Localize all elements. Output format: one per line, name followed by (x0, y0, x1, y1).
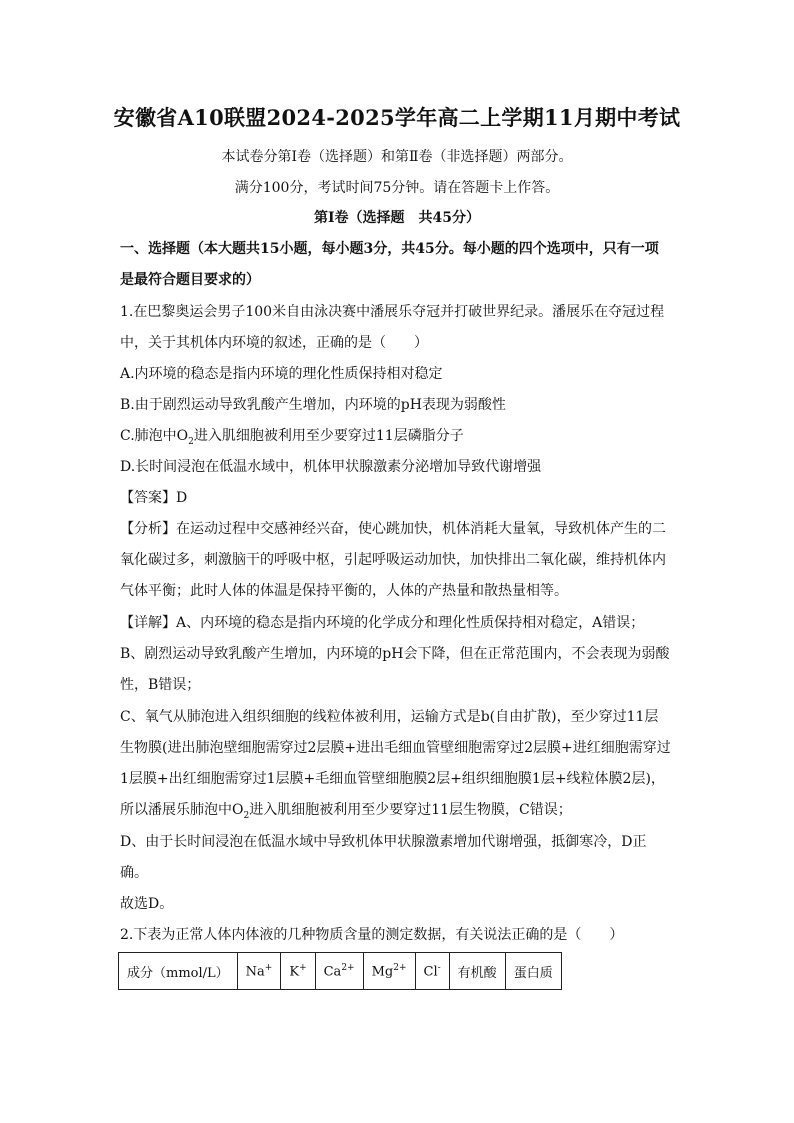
exam-title: 安徽省A10联盟2024-2025学年高二上学期11月期中考试 (113, 105, 681, 130)
table-header-component: 成分（mmol/L） (119, 953, 238, 990)
q1-option-b: B.由于剧烈运动导致乳酸产生增加，内环境的pH表现为弱酸性 (120, 397, 506, 413)
table-header-na: Na+ (237, 953, 281, 990)
q1-detail-line-6: 1层膜+出红细胞需穿过1层膜+毛细血管壁细胞膜2层+组织细胞膜1层+线粒体膜2层)， (120, 771, 665, 787)
q1-detail-line-7: 所以潘展乐肺泡中$O_2$进入肌细胞被利用至少要穿过11层生物膜，C错误； (120, 802, 572, 821)
q1-detail-line-8: D、由于长时间浸泡在低温水域中导致机体甲状腺激素增加代谢增强，抵御寒冷，D正 (120, 834, 647, 850)
q1-detail-line-2: B、剧烈运动导致乳酸产生增加，内环境的pH会下降，但在正常范围内，不会表现为弱酸 (120, 646, 670, 662)
table-header-protein: 蛋白质 (505, 953, 561, 990)
q1-conclusion: 故选D。 (120, 896, 174, 912)
q1-stem-line-1: 1.在巴黎奥运会男子100米自由泳决赛中潘展乐夺冠并打破世界纪录。潘展乐在夺冠过程 (120, 304, 665, 320)
exam-intro-1: 本试卷分第Ⅰ卷（选择题）和第Ⅱ卷（非选择题）两部分。 (221, 149, 573, 165)
q1-analysis-line-1: 【分析】在运动过程中交感神经兴奋，使心跳加快，机体消耗大量氧，导致机体产生的二 (120, 521, 666, 537)
q1-option-a: A.内环境的稳态是指内环境的理化性质保持相对稳定 (120, 366, 443, 382)
q1-detail-line-5: 生物膜(进出肺泡壁细胞需穿过2层膜+进出毛细血管壁细胞需穿过2层膜+进红细胞需穿过 (120, 740, 671, 756)
q1-analysis-line-3: 气体平衡；此时人体的体温是保持平衡的，人体的产热量和散热量相等。 (120, 583, 568, 599)
q1-stem-line-2: 中，关于其机体内环境的叙述，正确的是（ ） (120, 335, 428, 351)
q1-detail-line-3: 性，B错误； (120, 677, 201, 693)
table-header-k: K+ (281, 953, 315, 990)
q2-table (118, 952, 562, 990)
section-title: 第Ⅰ卷（选择题 共45分） (313, 210, 481, 226)
table-header-cl: Cl- (415, 953, 449, 990)
q1-detail-line-1: 【详解】A、内环境的稳态是指内环境的化学成分和理化性质保持相对稳定，A错误； (120, 615, 645, 631)
q1-answer: 【答案】D (120, 490, 188, 506)
q1-option-c: C.肺泡中$O_2$进入肌细胞被利用至少要穿过11层磷脂分子 (120, 428, 464, 447)
exam-intro-2: 满分100分，考试时间75分钟。请在答题卡上作答。 (234, 180, 560, 196)
table-header-row (119, 953, 562, 990)
q1-analysis-line-2: 氧化碳过多，刺激脑干的呼吸中枢，引起呼吸运动加快，加快排出二氧化碳，维持机体内 (120, 552, 666, 568)
instruction-line-1: 一、选择题（本大题共15小题，每小题3分，共45分。每小题的四个选项中，只有一项 (120, 241, 659, 257)
table-header-ca: $Ca^{2+}$ (315, 953, 363, 990)
table-header-organic-acid: 有机酸 (449, 953, 505, 990)
q1-detail-line-4: C、氧气从肺泡进入组织细胞的线粒体被利用，运输方式是b(自由扩散)，至少穿过11层 (120, 709, 659, 725)
table-header-mg: $Mg^{2+}$ (363, 953, 415, 990)
instruction-line-2: 是最符合题目要求的） (120, 272, 260, 288)
q1-option-d: D.长时间浸泡在低温水域中，机体甲状腺激素分泌增加导致代谢增强 (120, 459, 542, 475)
q2-stem: 2.下表为正常人体内体液的几种物质含量的测定数据，有关说法正确的是（ ） (120, 927, 624, 943)
q1-detail-line-9: 确。 (120, 865, 148, 881)
